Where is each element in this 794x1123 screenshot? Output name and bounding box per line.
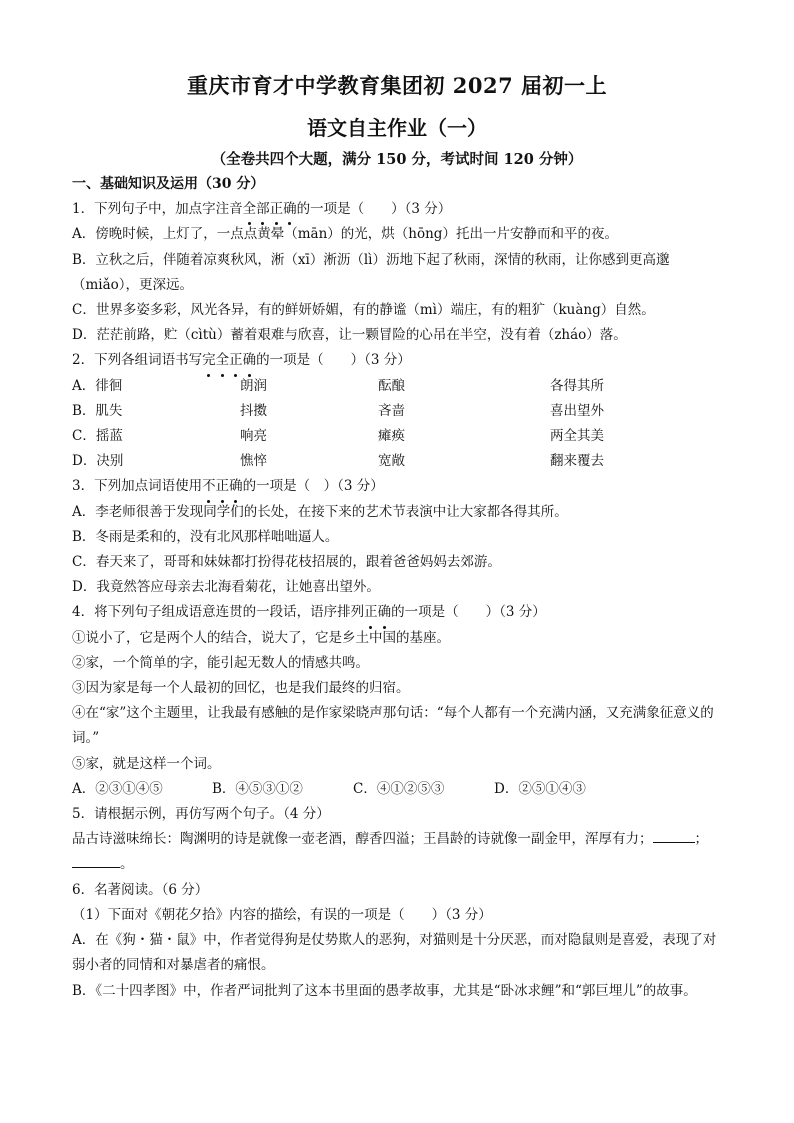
q3-option-a: A．李老师很善于发现同学们的长处，在接下来的艺术节表演中让大家都各得其所。 (72, 503, 568, 520)
q2-stem-text: 2．下列各组词语书写 (72, 352, 203, 369)
q3-option-b: B．冬雨是柔和的，没有北风那样咄咄逼人。 (72, 528, 339, 545)
q2-row-c (72, 424, 726, 449)
q4-option: D．②⑤①④③ (494, 780, 586, 797)
q2-emphasis (202, 352, 256, 368)
q3-option-d: D．我竟然答应母亲去北海看菊花，让她喜出望外。 (72, 579, 380, 596)
exam-subtitle: 语文自主作业（一） (307, 116, 487, 140)
exam-content (72, 172, 726, 1004)
q2-row-a (72, 374, 726, 399)
q2-cell: 各得其所 (550, 377, 604, 394)
q2-cell: 抖擞 (240, 402, 267, 419)
q2-row-d (72, 449, 726, 474)
q4-sentence-4: ④在“家”这个主题里，让我最有感触的是作家梁晓声那句话：“每个人都有一个充满内涵，又充满象征意义的词。” (72, 705, 714, 747)
section-heading: 一、基础知识及运用（30 分） (72, 176, 265, 192)
q2-cell: 喜出望外 (550, 402, 604, 419)
emphasis-char: 确 (378, 600, 392, 625)
q5-blank-1[interactable] (653, 828, 695, 843)
emphasis-char: 完 (202, 348, 216, 373)
q1-option-c: C．世界多姿多彩，风光各异，有的鲜妍娇媚，有的静谧（mì）端庄，有的粗犷（kuàng）自然。 (72, 302, 655, 319)
q2-cell: 酝酿 (378, 377, 405, 394)
q4-option: A．②③①④⑤ (72, 780, 163, 797)
q2-cell: 瘫痪 (378, 428, 405, 445)
q4-stem-tail: 的一项是（ ）（3 分） (391, 604, 546, 621)
q4-option: B．④⑤③①② (212, 780, 303, 797)
q1-option-a: A．傍晚时候，上灯了，一点点黄晕（mān）的光，烘（hōng）托出一片安静而和平的夜。 (72, 226, 618, 243)
q2-cell: 响亮 (240, 428, 267, 445)
q1-option-d: D．茫茫前路，贮（cìtù）蓄着艰难与欣喜，让一颗冒险的心吊在半空，没有着（zháo）落。 (72, 327, 627, 344)
q3-stem-tail: 的一项是（ ）（3 分） (242, 478, 384, 495)
q4-options (72, 777, 726, 802)
q2-cell: 朗润 (240, 377, 267, 394)
q2-stem-tail: 的一项是（ ）（3 分） (256, 352, 411, 369)
q1-stem-tail: 的一项是（ ）（3 分） (296, 201, 452, 218)
q5-separator: ； (694, 831, 708, 848)
q2-row-b (72, 399, 726, 424)
emphasis-char: 确 (283, 197, 297, 222)
emphasis-char: 部 (256, 197, 270, 222)
q4-option: C．④①②⑤③ (353, 780, 445, 797)
q2-cell: C．摇蓝 (72, 428, 123, 445)
q1-option-b: B．立秋之后，伴随着凉爽秋风，淅（xī）淅沥（lì）沥地下起了秋雨，深情的秋雨，让你感到更高邈（miǎo），更深远。 (72, 251, 670, 293)
emphasis-char: 确 (243, 348, 257, 373)
emphasis-char: 全 (243, 197, 257, 222)
q4-sentence-2: ②家，一个简单的字，能引起无数人的情感共鸣。 (72, 654, 369, 671)
question-3-stem (72, 474, 726, 499)
question-2-stem (72, 348, 726, 373)
q5-example: 品古诗滋味绵长：陶渊明的诗是就像一壶老酒，醇香四溢；王昌龄的诗就像一副金甲，浑厚有力； (72, 831, 653, 848)
q6-option-b: B．《二十四孝图》中，作者严词批判了这本书里面的愚孝故事，尤其是“卧冰求鲤”和“郭巨埋儿”的故事。 (72, 982, 697, 999)
question-6-stem: 6．名著阅读。（6 分） (72, 881, 209, 898)
q5-blank-2[interactable] (72, 853, 120, 868)
q2-cell: 宽敞 (378, 453, 405, 470)
q4-sentence-1: ①说小了，它是两个人的结合，说大了，它是乡土中国的基座。 (72, 629, 450, 646)
q5-end: 。 (120, 856, 134, 873)
question-5-stem: 5．请根据示例，再仿写两个句子。（4 分） (72, 806, 330, 823)
q4-stem-text: 4．将下列句子组成语意连贯的一段话，语序排列 (72, 604, 365, 621)
emphasis-char: 不 (202, 474, 216, 499)
q1-stem-text: 1．下列句子中，加点字注音 (72, 201, 243, 218)
emphasis-char: 正 (270, 197, 284, 222)
q1-emphasis (243, 201, 297, 217)
q3-stem-text: 3．下列加点词语使用 (72, 478, 203, 495)
q2-cell: 憔悴 (240, 453, 267, 470)
q6-sub-question-1: （1）下面对《朝花夕拾》内容的描绘，有误的一项是（ ）（3 分） (72, 906, 492, 923)
q4-emphasis (364, 604, 391, 620)
question-1-stem (72, 197, 726, 222)
exam-title: 重庆市育才中学教育集团初 2027 届初一上 (186, 73, 608, 98)
q3-option-c: C．春天来了，哥哥和妹妹都打扮得花枝招展的，跟着爸爸妈妈去郊游。 (72, 554, 501, 571)
emphasis-char: 确 (229, 474, 243, 499)
q3-emphasis (202, 478, 243, 494)
q6-option-a: A．在《狗・猫・鼠》中，作者觉得狗是仗势欺人的恶狗，对猫则是十分厌恶，而对隐鼠则是喜爱，表现了对弱小者的同情和对暴虐者的痛恨。 (72, 932, 717, 974)
emphasis-char: 正 (364, 600, 378, 625)
q2-cell: 吝啬 (378, 402, 405, 419)
q2-cell: B．肌失 (72, 402, 123, 419)
q2-cell: A．徘徊 (72, 377, 123, 394)
q5-body (72, 827, 726, 877)
emphasis-char: 正 (216, 474, 230, 499)
emphasis-char: 全 (216, 348, 230, 373)
q4-sentence-3: ③因为家是每一个人最初的回忆，也是我们最终的归宿。 (72, 680, 410, 697)
exam-instructions: （全卷共四个大题，满分 150 分，考试时间 120 分钟） (211, 151, 583, 168)
q4-sentence-5: ⑤家，就是这样一个词。 (72, 755, 221, 772)
emphasis-char: 正 (229, 348, 243, 373)
q2-cell: D．决别 (72, 453, 124, 470)
q2-cell: 两全其美 (550, 428, 604, 445)
question-4-stem (72, 600, 726, 625)
q2-cell: 翻来覆去 (550, 453, 604, 470)
